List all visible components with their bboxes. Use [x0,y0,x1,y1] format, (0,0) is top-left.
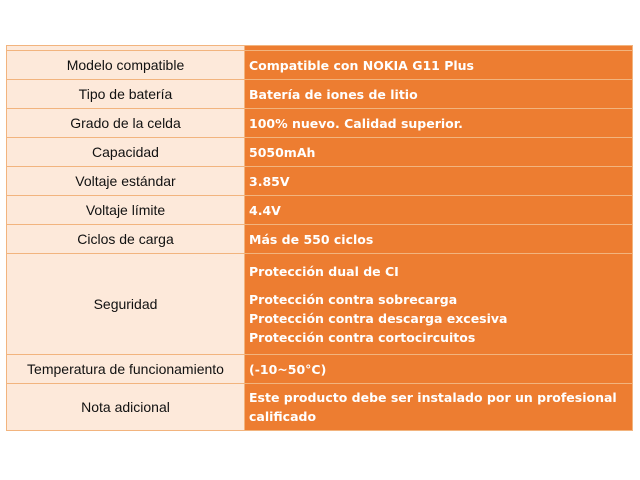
spec-row-capacidad [7,138,633,167]
spec-row-nota [7,384,633,431]
spec-label: Modelo compatible [7,51,245,80]
security-line: Protección contra sobrecarga [249,291,458,307]
spec-value: 100% nuevo. Calidad superior. [245,109,633,138]
spec-row-ciclos [7,225,633,254]
spec-row-temperatura [7,355,633,384]
spec-label: Ciclos de carga [7,225,245,254]
spec-row-grado [7,109,633,138]
spec-row-voltaje-limite [7,196,633,225]
spec-label: Voltaje límite [7,196,245,225]
spec-row-voltaje-estandar [7,167,633,196]
spec-value: 4.4V [245,196,633,225]
spec-label: Seguridad [7,254,245,355]
spec-label: Capacidad [7,138,245,167]
spec-row-seguridad [7,254,633,355]
spec-value: Este producto debe ser instalado por un profesional calificado [245,384,633,431]
spec-table [6,45,633,431]
spec-label: Nota adicional [7,384,245,431]
spec-value: 5050mAh [245,138,633,167]
security-line: Protección contra cortocircuitos [249,329,476,345]
spec-value: Compatible con NOKIA G11 Plus [245,51,633,80]
security-value-cell [245,254,633,355]
spec-row-tipo [7,80,633,109]
spec-value: 3.85V [245,167,633,196]
spec-value: Más de 550 ciclos [245,225,633,254]
security-line: Protección contra descarga excesiva [249,310,508,326]
spec-label: Voltaje estándar [7,167,245,196]
spec-label: Grado de la celda [7,109,245,138]
security-line: Protección dual de CI [249,263,399,279]
spec-label: Tipo de batería [7,80,245,109]
spec-label: Temperatura de funcionamiento [7,355,245,384]
spec-row-modelo [7,51,633,80]
spec-value: (-10~50°C) [245,355,633,384]
spec-value: Batería de iones de litio [245,80,633,109]
